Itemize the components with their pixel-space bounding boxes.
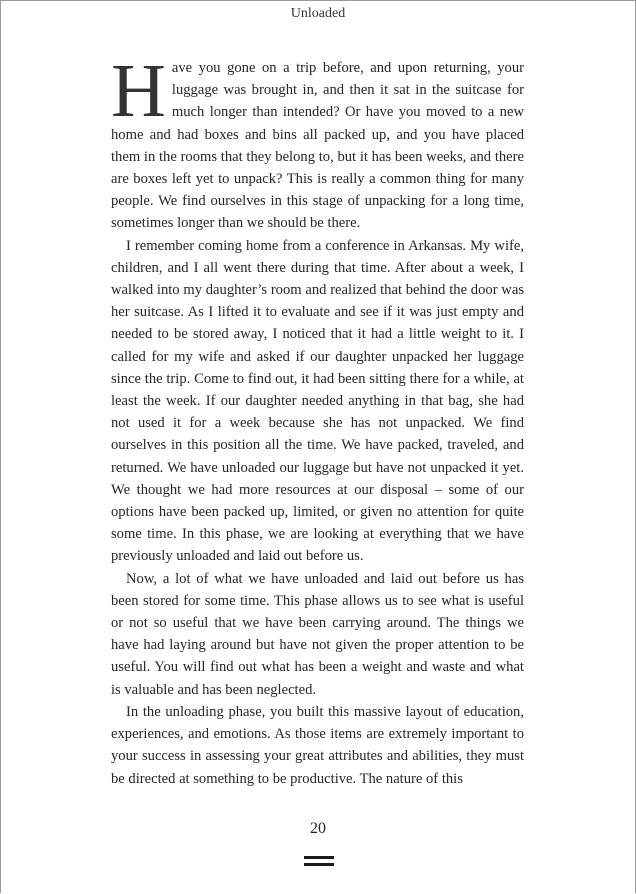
paragraph-1	[111, 49, 524, 235]
paragraph-2: I remember coming home from a conference in Arkansas. My wife, children, and I all went there during that time. After about a week, I walked into my daughter’s room and realized that behind the door was her suitcase. As I lifted it to evaluate and see if it was just empty and needed to be stored away, I noticed that it had a little weight to it. I called for my wife and asked if our daughter unpacked her luggage since the trip. Come to find out, it had been sitting there for a while, at least the week. If our daughter needed anything in that bag, she had not used it for a week because she has not unpacked. We find ourselves in this position all the time. We have packed, traveled, and returned. We have unloaded our luggage but have not unpacked it yet. We thought we had more resources at our disposal – some of our options have been packed up, limited, or given no attention for quite some time. In this phase, we are looking at everything that we have previously unloaded and laid out before us.	[111, 237, 524, 565]
page-number: 20	[310, 820, 326, 837]
paragraph-4: In the unloading phase, you built this massive layout of education, experiences, and emotions. As those items are extremely important to your success in assessing your great attributes and abilities, they must be directed at something to be productive. The nature of this	[111, 703, 524, 787]
footer-ornament	[304, 856, 334, 866]
running-head: Unloaded	[290, 6, 346, 21]
paragraph-3: Now, a lot of what we have unloaded and laid out before us has been stored for some time. This phase allows us to see what is useful or not so useful that we have been carrying around. The things we have had laying around but have not given the proper attention to be useful. You will find out what has been a weight and waste and what is valuable and has been neglected.	[111, 570, 524, 698]
ornament-bar-top	[304, 856, 334, 859]
paragraph-1-text: ave you gone on a trip before, and upon returning, your luggage was brought in, and then it sat in the suitcase for much longer than intended? Or have you moved to a new home and had boxes and bins all packed up, and you have placed them in the rooms that they belong to, but it has been weeks, and there are boxes left yet to unpack? This is really a common thing for many people. We find ourselves in this stage of unpacking for a long time, sometimes longer than we should be there.	[111, 60, 524, 232]
body-text	[111, 49, 524, 790]
ornament-bar-bottom	[304, 863, 334, 866]
drop-cap: H	[111, 49, 166, 133]
